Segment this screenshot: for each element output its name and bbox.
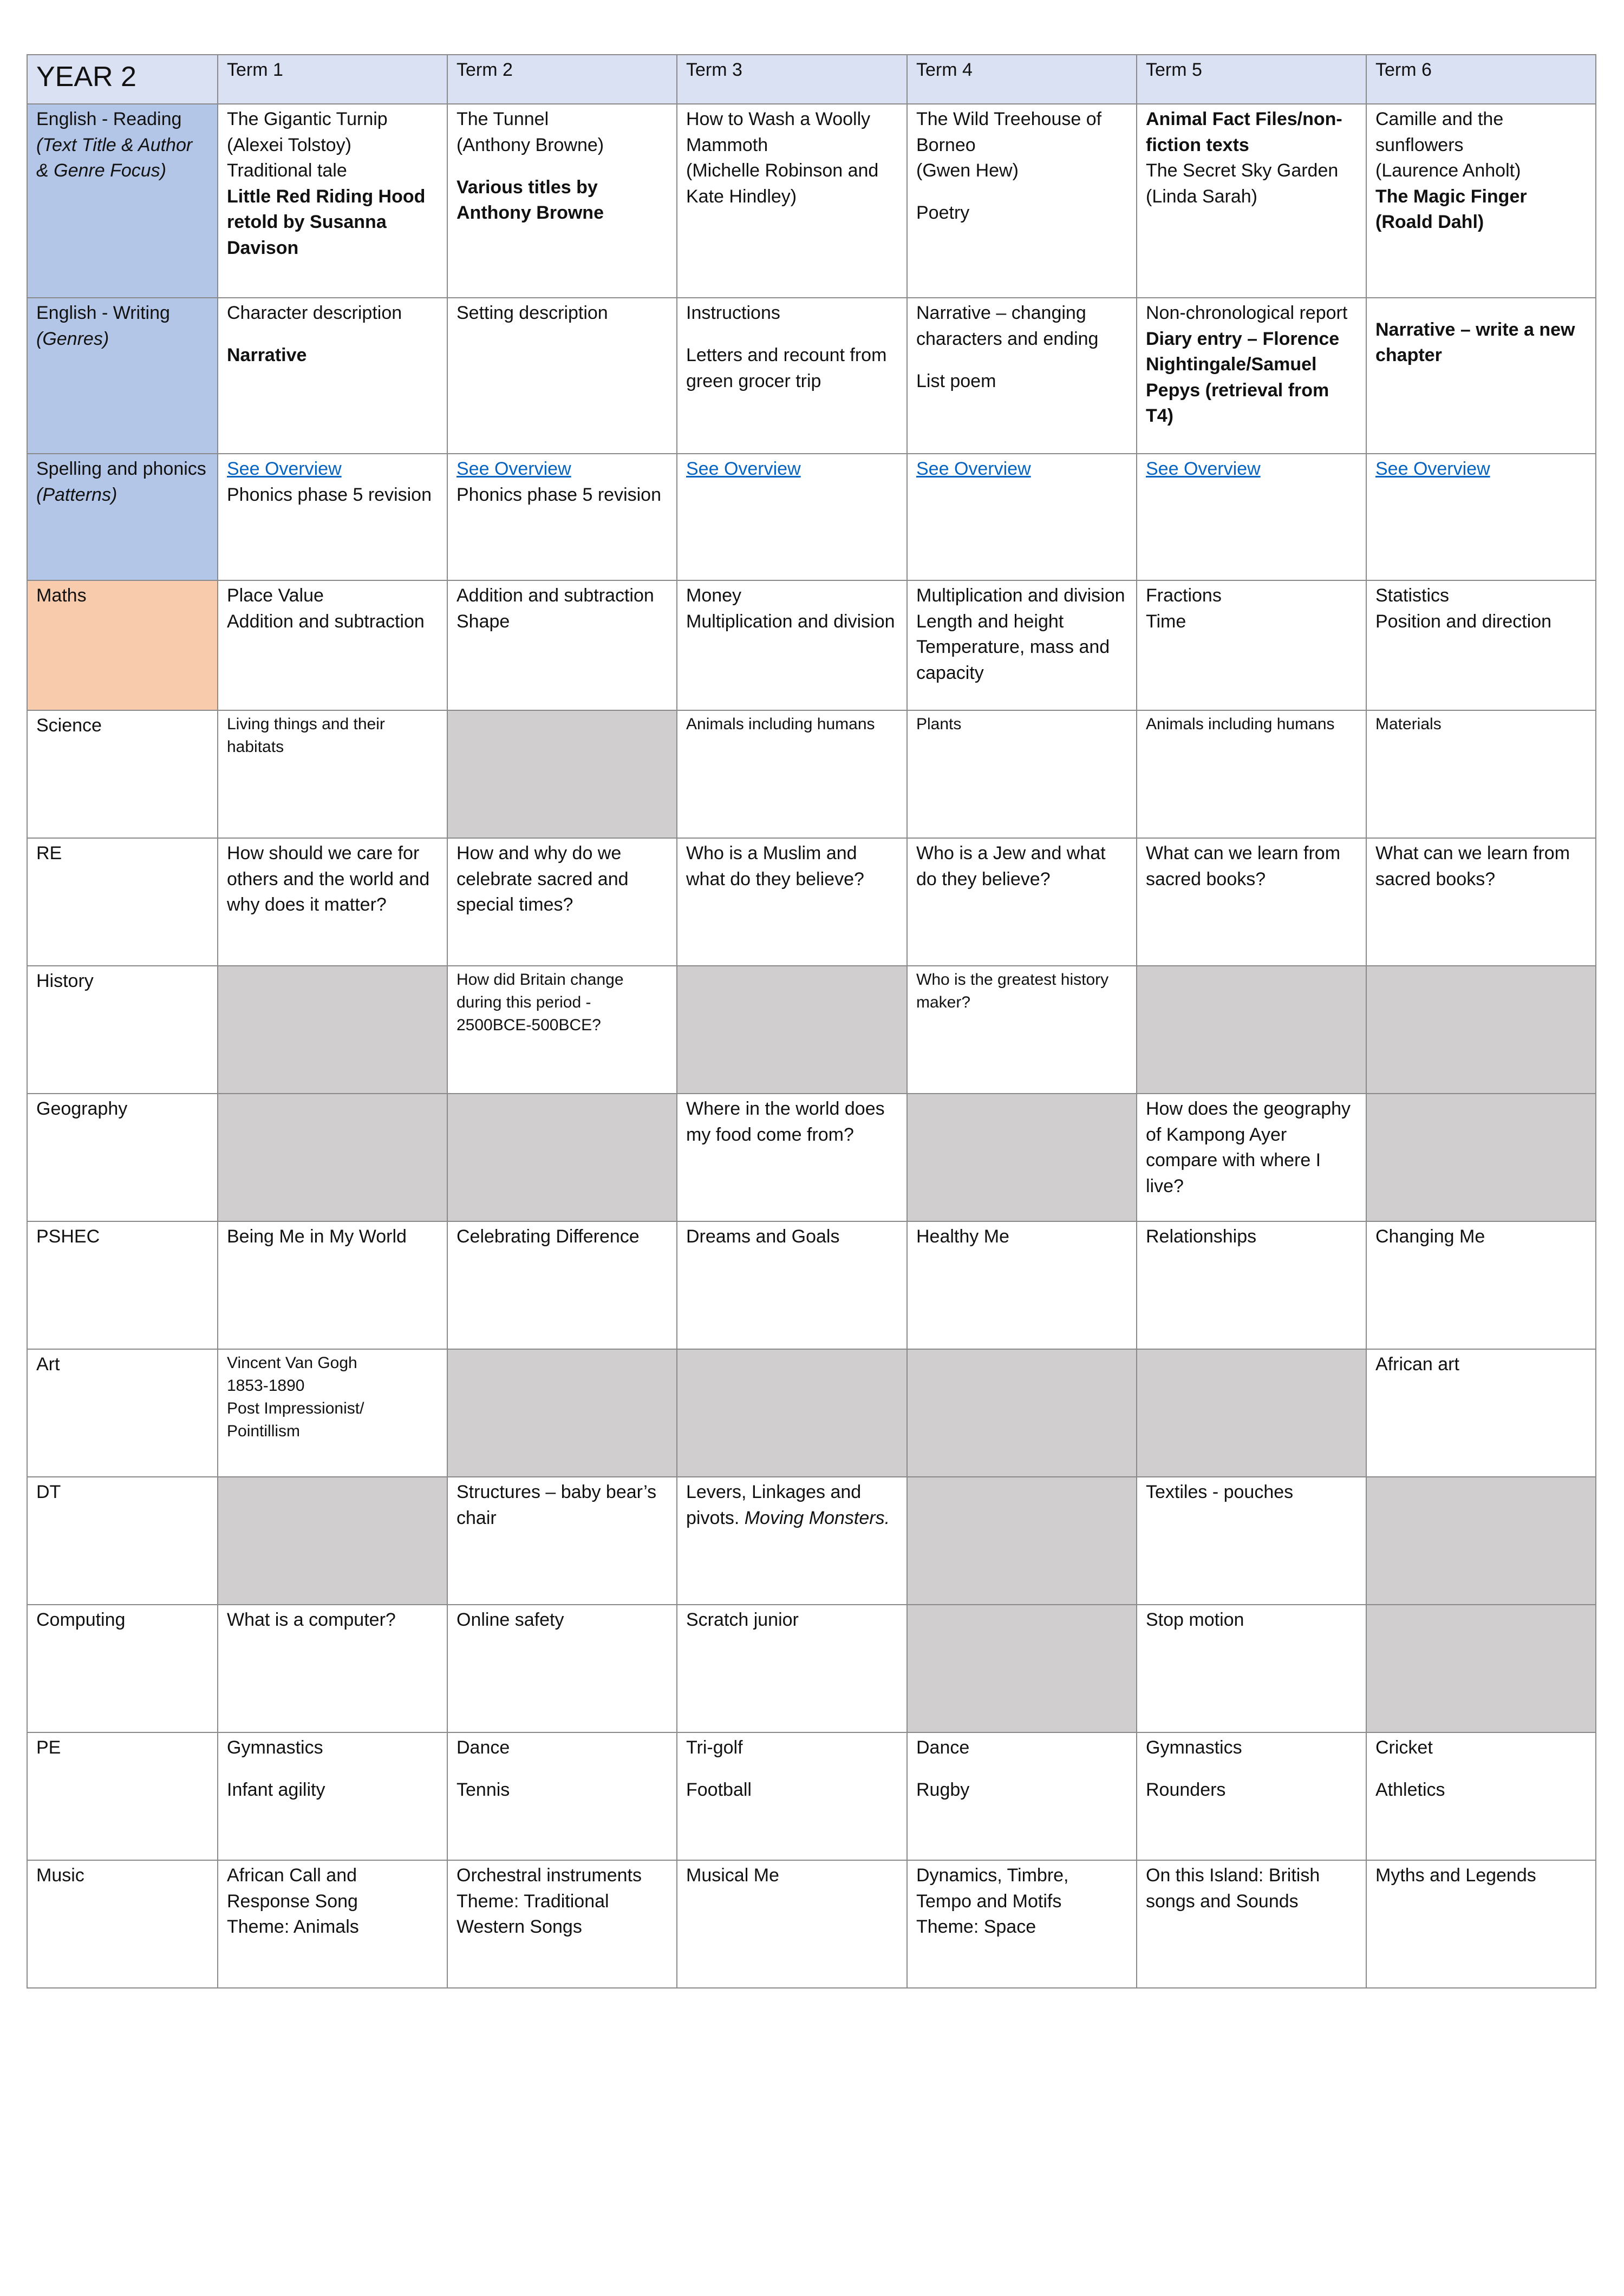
- row-history: [27, 966, 1596, 1094]
- subject-pe: PE: [27, 1732, 218, 1860]
- activity-item: Infant agility: [227, 1780, 325, 1801]
- phonics-term-4: [907, 454, 1137, 580]
- science-term-6: Materials: [1366, 710, 1596, 838]
- topic-item: Theme: Traditional Western Songs: [456, 1891, 609, 1938]
- term-1-header: Term 1: [218, 55, 447, 104]
- music-term-6: Myths and Legends: [1366, 1860, 1596, 1988]
- activity-item: Rounders: [1146, 1780, 1226, 1801]
- term-6-header: Term 6: [1366, 55, 1596, 104]
- phonics-term-5: [1137, 454, 1366, 580]
- see-overview-link[interactable]: See Overview: [1375, 459, 1490, 479]
- pe-term-3: [677, 1732, 907, 1860]
- phonics-term-6: [1366, 454, 1596, 580]
- re-term-2: How and why do we celebrate sacred and special times?: [447, 838, 677, 966]
- maths-term-2: [447, 580, 677, 710]
- writing-term-2: [447, 298, 677, 454]
- topic-item: Pointillism: [227, 1422, 301, 1440]
- maths-term-6: [1366, 580, 1596, 710]
- activity-item: Tennis: [456, 1780, 510, 1801]
- topic-item: Levers, Linkages and pivots.: [686, 1482, 862, 1528]
- science-term-4: Plants: [907, 710, 1137, 838]
- text-author: (Michelle Robinson and Kate Hindley): [686, 160, 879, 207]
- row-re: [27, 838, 1596, 966]
- reading-term-6: [1366, 104, 1596, 298]
- text-genre: Traditional tale: [227, 160, 347, 181]
- writing-term-1: [218, 298, 447, 454]
- pshec-term-4: Healthy Me: [907, 1221, 1137, 1349]
- text-title: Little Red Riding Hood retold by Susanna Davison: [227, 186, 426, 258]
- topic-item: Theme: Animals: [227, 1916, 359, 1938]
- subject-label: English - Reading: [36, 109, 182, 129]
- art-term-2-empty: [447, 1349, 677, 1477]
- activity-item: Gymnastics: [1146, 1737, 1242, 1758]
- maths-term-3: [677, 580, 907, 710]
- row-english-writing: [27, 298, 1596, 454]
- topic-item: Theme: Space: [916, 1916, 1036, 1938]
- writing-term-6: [1366, 298, 1596, 454]
- genre-item: Diary entry – Florence Nightingale/Samuel Pepys (retrieval from T4): [1146, 328, 1340, 427]
- row-art: [27, 1349, 1596, 1477]
- topic-item: Fractions: [1146, 585, 1222, 606]
- genre-item: List poem: [916, 370, 996, 391]
- genre-item: Narrative – write a new chapter: [1375, 319, 1575, 366]
- geography-term-1-empty: [218, 1094, 447, 1221]
- re-term-4: Who is a Jew and what do they believe?: [907, 838, 1137, 966]
- subject-note: (Text Title & Author & Genre Focus): [36, 134, 193, 181]
- row-english-reading: [27, 104, 1596, 298]
- subject-note: (Genres): [36, 328, 109, 349]
- topic-item: Dynamics, Timbre, Tempo and Motifs: [916, 1865, 1069, 1912]
- topic-item: Post Impressionist/: [227, 1399, 364, 1417]
- see-overview-link[interactable]: See Overview: [227, 459, 342, 479]
- subject-geography: Geography: [27, 1094, 218, 1221]
- computing-term-4-empty: [907, 1605, 1137, 1732]
- see-overview-link[interactable]: See Overview: [686, 459, 801, 479]
- topic-item: Multiplication and division: [916, 585, 1125, 606]
- art-term-1: [218, 1349, 447, 1477]
- history-term-6-empty: [1366, 966, 1596, 1094]
- computing-term-3: Scratch junior: [677, 1605, 907, 1732]
- text-title: The Magic Finger: [1375, 186, 1527, 207]
- subject-computing: Computing: [27, 1605, 218, 1732]
- row-pshec: [27, 1221, 1596, 1349]
- text-title: The Wild Treehouse of Borneo: [916, 109, 1102, 155]
- phonics-term-1: [218, 454, 447, 580]
- text-author: (Anthony Browne): [456, 134, 604, 155]
- subject-note: (Patterns): [36, 484, 118, 505]
- genre-item: Non-chronological report: [1146, 303, 1348, 323]
- genre-item: Narrative – changing characters and ending: [916, 303, 1099, 349]
- geography-term-6-empty: [1366, 1094, 1596, 1221]
- reading-term-2: [447, 104, 677, 298]
- history-term-5-empty: [1137, 966, 1366, 1094]
- subject-re: RE: [27, 838, 218, 966]
- music-term-4: [907, 1860, 1137, 1988]
- re-term-6: What can we learn from sacred books?: [1366, 838, 1596, 966]
- re-term-1: How should we care for others and the world and why does it matter?: [218, 838, 447, 966]
- topic-item: Position and direction: [1375, 611, 1552, 632]
- geography-term-4-empty: [907, 1094, 1137, 1221]
- reading-term-4: [907, 104, 1137, 298]
- computing-term-5: Stop motion: [1137, 1605, 1366, 1732]
- term-5-header: Term 5: [1137, 55, 1366, 104]
- dt-term-6-empty: [1366, 1477, 1596, 1605]
- topic-item: Temperature, mass and capacity: [916, 637, 1110, 683]
- term-2-header: Term 2: [447, 55, 677, 104]
- activity-item: Football: [686, 1780, 752, 1801]
- phonics-item: Phonics phase 5 revision: [456, 484, 662, 505]
- phonics-term-3: [677, 454, 907, 580]
- genre-item: Narrative: [227, 345, 307, 366]
- history-term-3-empty: [677, 966, 907, 1094]
- activity-item: Gymnastics: [227, 1737, 323, 1758]
- reading-term-5: [1137, 104, 1366, 298]
- topic-item: Moving Monsters.: [744, 1507, 890, 1528]
- maths-term-4: [907, 580, 1137, 710]
- see-overview-link[interactable]: See Overview: [916, 459, 1031, 479]
- text-author: (Gwen Hew): [916, 160, 1019, 181]
- header-row: [27, 55, 1596, 104]
- dt-term-3: [677, 1477, 907, 1605]
- activity-item: Cricket: [1375, 1737, 1433, 1758]
- topic-item: Addition and subtraction: [456, 585, 654, 606]
- science-term-2-empty: [447, 710, 677, 838]
- history-term-4: Who is the greatest history maker?: [907, 966, 1137, 1094]
- subject-history: History: [27, 966, 218, 1094]
- geography-term-3: Where in the world does my food come from?: [677, 1094, 907, 1221]
- topic-item: Time: [1146, 611, 1186, 632]
- text-title: The Tunnel: [456, 109, 549, 129]
- topic-item: Vincent Van Gogh: [227, 1354, 357, 1372]
- phonics-term-2: [447, 454, 677, 580]
- topic-item: Place Value: [227, 585, 324, 606]
- pshec-term-3: Dreams and Goals: [677, 1221, 907, 1349]
- writing-term-4: [907, 298, 1137, 454]
- curriculum-overview-table: [27, 54, 1596, 1988]
- genre-item: Letters and recount from green grocer trip: [686, 345, 887, 391]
- subject-science: Science: [27, 710, 218, 838]
- maths-term-5: [1137, 580, 1366, 710]
- text-title: The Secret Sky Garden: [1146, 160, 1339, 181]
- subject-pshec: PSHEC: [27, 1221, 218, 1349]
- music-term-2: [447, 1860, 677, 1988]
- topic-item: Orchestral instruments: [456, 1865, 642, 1886]
- genre-item: Setting description: [456, 303, 608, 323]
- row-geography: [27, 1094, 1596, 1221]
- text-title: How to Wash a Woolly Mammoth: [686, 109, 871, 155]
- subject-dt: DT: [27, 1477, 218, 1605]
- text-author: (Roald Dahl): [1375, 212, 1484, 233]
- subject-maths: [27, 580, 218, 710]
- row-music: [27, 1860, 1596, 1988]
- topic-item: Multiplication and division: [686, 611, 895, 632]
- reading-term-3: [677, 104, 907, 298]
- topic-item: Money: [686, 585, 742, 606]
- geography-term-5: How does the geography of Kampong Ayer compare with where I live?: [1137, 1094, 1366, 1221]
- text-author: (Linda Sarah): [1146, 186, 1258, 207]
- history-term-2: How did Britain change during this period - 2500BCE-500BCE?: [447, 966, 677, 1094]
- text-author: (Alexei Tolstoy): [227, 134, 351, 155]
- text-genre: Poetry: [916, 202, 970, 224]
- subject-label: English - Writing: [36, 303, 170, 323]
- maths-term-1: [218, 580, 447, 710]
- phonics-item: Phonics phase 5 revision: [227, 484, 432, 505]
- art-term-5-empty: [1137, 1349, 1366, 1477]
- subject-label: Maths: [36, 585, 87, 606]
- re-term-5: What can we learn from sacred books?: [1137, 838, 1366, 966]
- text-author: (Laurence Anholt): [1375, 160, 1521, 181]
- pshec-term-5: Relationships: [1137, 1221, 1366, 1349]
- row-spelling-phonics: [27, 454, 1596, 580]
- dt-term-1-empty: [218, 1477, 447, 1605]
- text-title: Various titles by Anthony Browne: [456, 176, 604, 224]
- activity-item: Dance: [916, 1737, 970, 1758]
- activity-item: Dance: [456, 1737, 510, 1758]
- text-title: The Gigantic Turnip: [227, 109, 388, 129]
- music-term-5: On this Island: British songs and Sounds: [1137, 1860, 1366, 1988]
- reading-term-1: [218, 104, 447, 298]
- pe-term-1: [218, 1732, 447, 1860]
- computing-term-6-empty: [1366, 1605, 1596, 1732]
- topic-item: Length and height: [916, 611, 1064, 632]
- music-term-3: Musical Me: [677, 1860, 907, 1988]
- science-term-1: Living things and their habitats: [218, 710, 447, 838]
- pe-term-6: [1366, 1732, 1596, 1860]
- music-term-1: [218, 1860, 447, 1988]
- subject-english-writing: [27, 298, 218, 454]
- activity-item: Athletics: [1375, 1780, 1445, 1801]
- row-maths: [27, 580, 1596, 710]
- genre-item: Instructions: [686, 303, 780, 323]
- activity-item: Tri-golf: [686, 1737, 743, 1758]
- pshec-term-2: Celebrating Difference: [447, 1221, 677, 1349]
- row-computing: [27, 1605, 1596, 1732]
- topic-item: Shape: [456, 611, 510, 632]
- year-label: YEAR 2: [27, 55, 218, 104]
- activity-item: Rugby: [916, 1780, 970, 1801]
- pshec-term-1: Being Me in My World: [218, 1221, 447, 1349]
- art-term-6: African art: [1366, 1349, 1596, 1477]
- text-title: Animal Fact Files/non-fiction texts: [1146, 109, 1342, 155]
- re-term-3: Who is a Muslim and what do they believe?: [677, 838, 907, 966]
- subject-music: Music: [27, 1860, 218, 1988]
- genre-item: Character description: [227, 303, 402, 323]
- dt-term-4-empty: [907, 1477, 1137, 1605]
- pshec-term-6: Changing Me: [1366, 1221, 1596, 1349]
- see-overview-link[interactable]: See Overview: [1146, 459, 1261, 479]
- art-term-3-empty: [677, 1349, 907, 1477]
- topic-item: Addition and subtraction: [227, 611, 425, 632]
- pe-term-4: [907, 1732, 1137, 1860]
- row-science: [27, 710, 1596, 838]
- subject-art: Art: [27, 1349, 218, 1477]
- topic-item: Statistics: [1375, 585, 1450, 606]
- art-term-4-empty: [907, 1349, 1137, 1477]
- subject-spelling-phonics: [27, 454, 218, 580]
- geography-term-2-empty: [447, 1094, 677, 1221]
- text-title: Camille and the sunflowers: [1375, 109, 1504, 155]
- subject-english-reading: [27, 104, 218, 298]
- dt-term-5: Textiles - pouches: [1137, 1477, 1366, 1605]
- writing-term-3: [677, 298, 907, 454]
- science-term-5: Animals including humans: [1137, 710, 1366, 838]
- topic-item: 1853-1890: [227, 1377, 305, 1395]
- subject-label: Spelling and phonics: [36, 459, 206, 479]
- row-dt: [27, 1477, 1596, 1605]
- pe-term-2: [447, 1732, 677, 1860]
- term-4-header: Term 4: [907, 55, 1137, 104]
- term-3-header: Term 3: [677, 55, 907, 104]
- topic-item: African Call and Response Song: [227, 1865, 358, 1912]
- row-pe: [27, 1732, 1596, 1860]
- dt-term-2: Structures – baby bear’s chair: [447, 1477, 677, 1605]
- computing-term-1: What is a computer?: [218, 1605, 447, 1732]
- computing-term-2: Online safety: [447, 1605, 677, 1732]
- see-overview-link[interactable]: See Overview: [456, 459, 571, 479]
- history-term-1-empty: [218, 966, 447, 1094]
- writing-term-5: [1137, 298, 1366, 454]
- science-term-3: Animals including humans: [677, 710, 907, 838]
- pe-term-5: [1137, 1732, 1366, 1860]
